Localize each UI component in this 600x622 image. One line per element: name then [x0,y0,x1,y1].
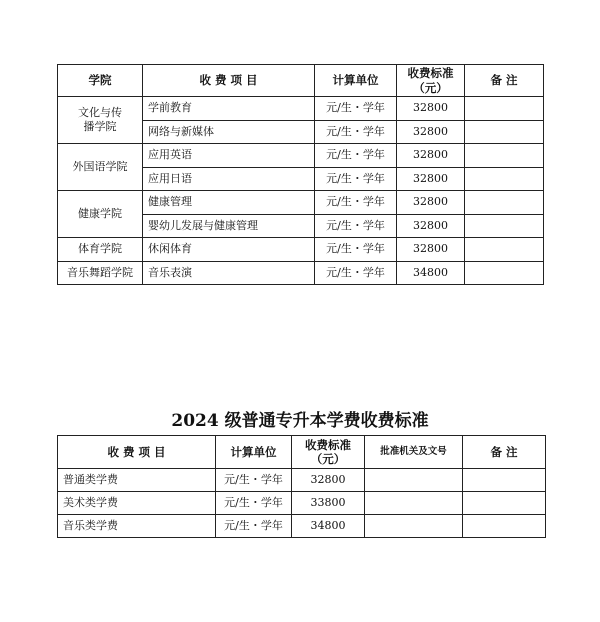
fee-cell: 32800 [397,167,465,191]
header-fee [292,436,365,469]
header-unit: 计算单位 [315,65,397,97]
item-cell: 休闲体育 [143,238,315,262]
unit-cell: 元/生・学年 [216,515,292,538]
unit-cell: 元/生・学年 [216,492,292,515]
table-row [58,191,544,215]
unit-cell: 元/生・学年 [315,167,397,191]
fee-cell: 32800 [292,469,365,492]
unit-cell: 元/生・学年 [315,214,397,238]
college-cell: 体育学院 [58,238,143,262]
unit-cell: 元/生・学年 [315,238,397,262]
item-cell: 婴幼儿发展与健康管理 [143,214,315,238]
remarks-cell [463,515,546,538]
item-cell: 应用日语 [143,167,315,191]
item-cell: 健康管理 [143,191,315,215]
item-cell: 美术类学费 [58,492,216,515]
remarks-cell [463,492,546,515]
header-remarks: 备 注 [465,65,544,97]
fee-cell: 32800 [397,144,465,168]
remarks-cell [465,261,544,285]
college-cell: 外国语学院 [58,144,143,191]
approval-cell [365,492,463,515]
table-row [58,492,546,515]
college-cell [58,97,143,144]
table-row [58,261,544,285]
fee-cell: 32800 [397,214,465,238]
remarks-cell [465,238,544,262]
header-item: 收 费 项 目 [58,436,216,469]
remarks-cell [463,469,546,492]
fee-cell: 32800 [397,97,465,121]
fee-cell: 34800 [292,515,365,538]
section-title: 2024 级普通专升本学费收费标准 [171,411,429,431]
item-cell: 音乐表演 [143,261,315,285]
item-cell: 网络与新媒体 [143,120,315,144]
unit-cell: 元/生・学年 [315,97,397,121]
fee-table-colleges [57,64,544,285]
remarks-cell [465,120,544,144]
fee-cell: 33800 [292,492,365,515]
remarks-cell [465,191,544,215]
fee-cell: 32800 [397,238,465,262]
approval-cell [365,469,463,492]
remarks-cell [465,144,544,168]
fee-cell: 32800 [397,120,465,144]
item-cell: 普通类学费 [58,469,216,492]
remarks-cell [465,167,544,191]
header-fee [397,65,465,97]
header-fee-label: 收费标准 [305,437,351,452]
table-row [58,144,544,168]
header-college: 学院 [58,65,143,97]
table-header-row [58,436,546,469]
table-row [58,97,544,121]
unit-cell: 元/生・学年 [315,191,397,215]
header-fee-currency: （元） [413,80,448,95]
college-name-line2: 播学院 [83,120,117,133]
unit-cell: 元/生・学年 [315,261,397,285]
header-unit: 计算单位 [216,436,292,469]
header-approval: 批准机关及文号 [365,436,463,469]
item-cell: 音乐类学费 [58,515,216,538]
header-fee-currency: （元） [310,452,346,466]
header-remarks: 备 注 [463,436,546,469]
fee-cell: 34800 [397,261,465,285]
college-cell: 音乐舞蹈学院 [58,261,143,285]
unit-cell: 元/生・学年 [315,144,397,168]
table-row [58,469,546,492]
approval-cell [365,515,463,538]
college-cell: 健康学院 [58,191,143,238]
remarks-cell [465,97,544,121]
header-item: 收 费 项 目 [143,65,315,97]
header-fee-label: 收费标准 [407,66,454,81]
fee-cell: 32800 [397,191,465,215]
table-row [58,238,544,262]
fee-table-upgrade [57,435,546,538]
table-row [58,515,546,538]
table-header-row [58,65,544,97]
item-cell: 应用英语 [143,144,315,168]
remarks-cell [465,214,544,238]
unit-cell: 元/生・学年 [216,469,292,492]
college-name-line1: 文化与传 [78,106,122,120]
item-cell: 学前教育 [143,97,315,121]
unit-cell: 元/生・学年 [315,120,397,144]
